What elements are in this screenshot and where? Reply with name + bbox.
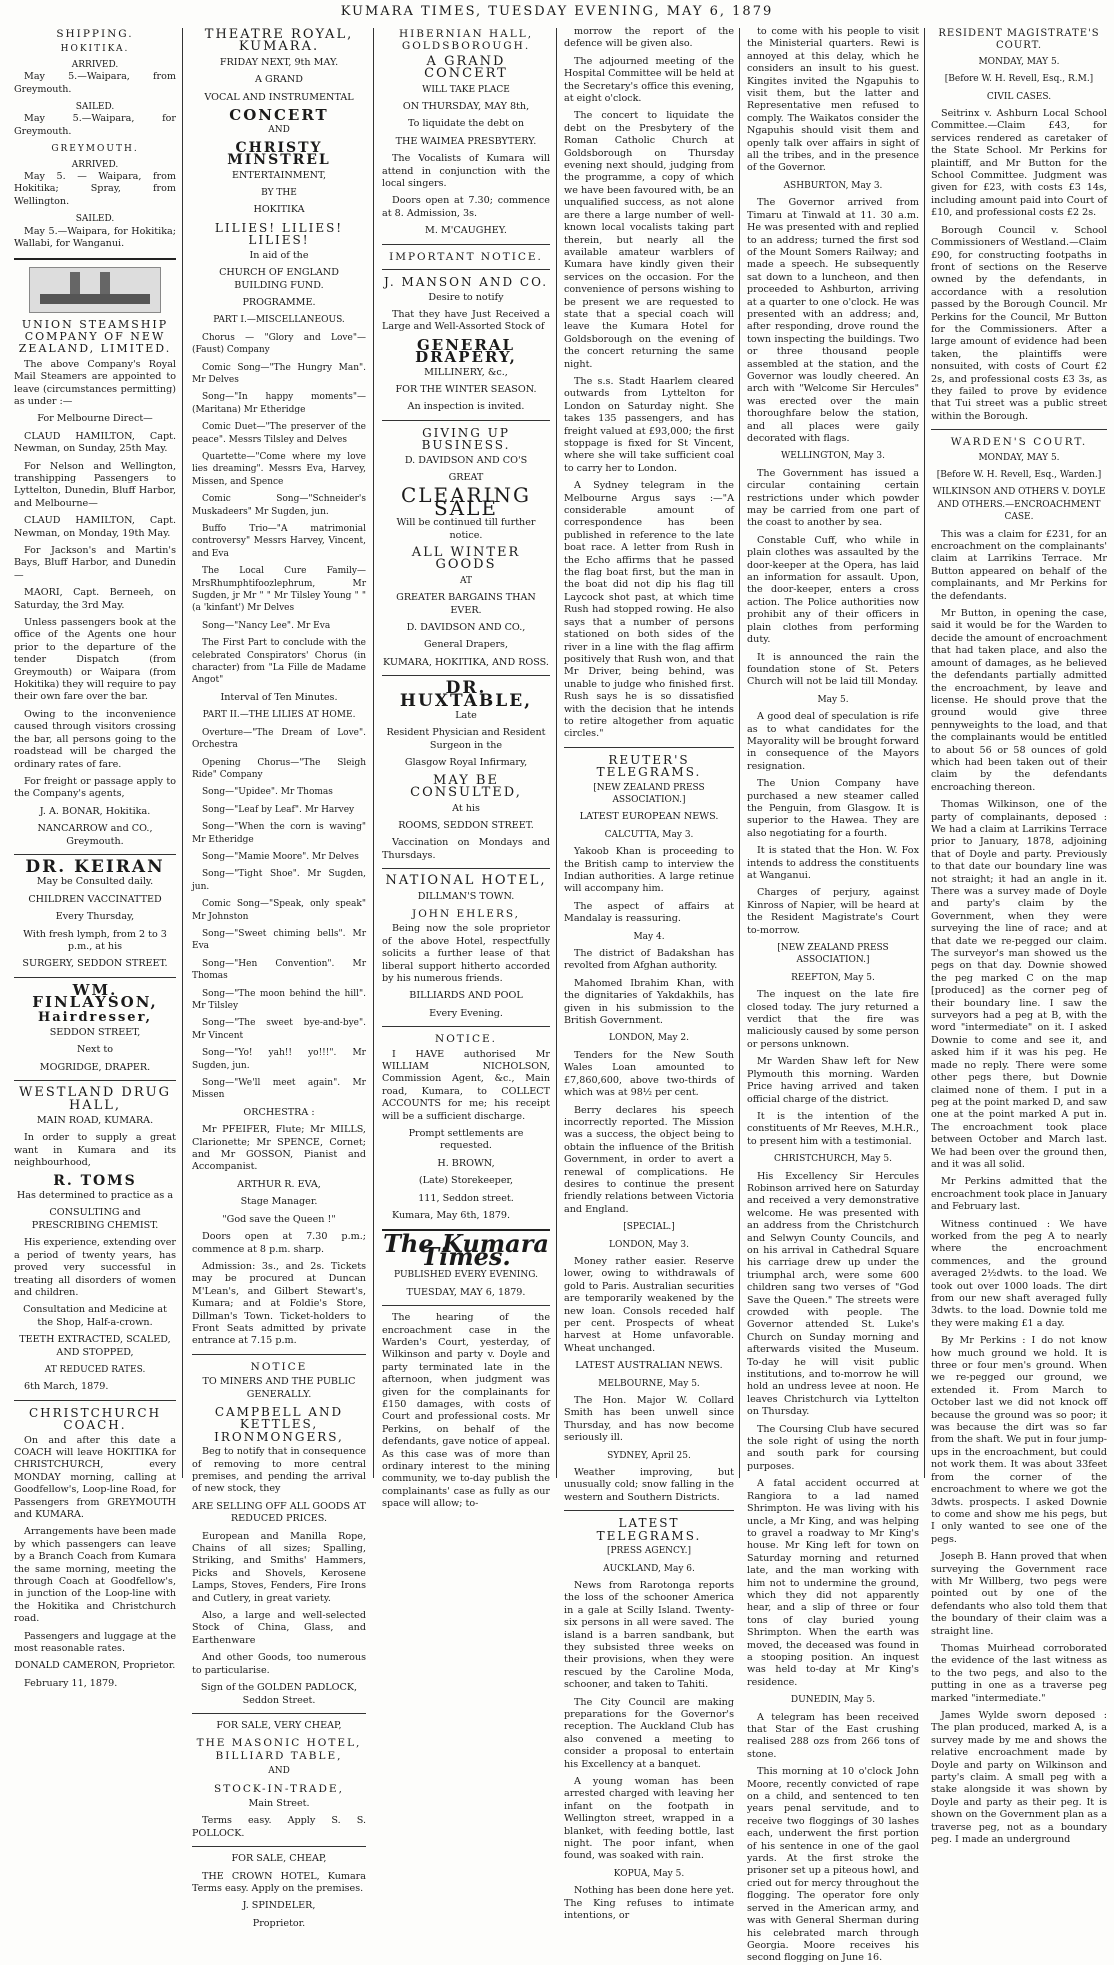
- court-text: By Mr Perkins : I do not know how much ground we hold. It is three or four men's ground. When we re-pegged our ground, we extended it. From March to October last we did not knock off because the ground was so poor; it was because the dirt was so far from the shaft. We put in four jump-ups in the encroachment, but could not work them. It was about 33feet from the corner of the encroachment to where we got the 3dwts. prospects. I asked Downie to come and show me his pegs, but I only wanted to see one of the pegs.: [931, 1335, 1107, 1545]
- court-text: Joseph B. Hann proved that when surveying the Government race with Mr Willberg, two pegs were pointed out by one of the defendants who also told them that the boundary of their claim was a straight line.: [931, 1551, 1107, 1637]
- section-heading: CIVIL CASES.: [986, 91, 1052, 102]
- programme-item: Comic Duet—"The preserver of the peace". Messrs Tilsley and Delves: [192, 422, 366, 445]
- wardens-court-heading: WARDEN'S COURT.: [950, 436, 1088, 449]
- union-steamship-title: UNION STEAMSHIP COMPANY OF NEW ZEALAND, LIMITED.: [18, 317, 172, 356]
- ad-text: ARTHUR R. EVA,: [237, 1178, 321, 1190]
- ad-text: And other Goods, too numerous to particularise.: [192, 1652, 366, 1676]
- dateline: CALCUTTA, May 3.: [604, 829, 694, 840]
- ad-text: Doors open at 7.30; commence at 8. Admission, 3s.: [382, 195, 550, 219]
- ad-text: ARE SELLING OFF ALL GOODS AT REDUCED PRICES.: [192, 1500, 366, 1525]
- ad-text: CLAUD HAMILTON, Capt. Newman, on Monday, 19th May.: [14, 515, 176, 539]
- ad-text: Interval of Ten Minutes.: [220, 691, 338, 703]
- column-1: [14, 26, 177, 1689]
- court-officer: [Before W. H. Revell, Esq., R.M.]: [944, 74, 1094, 85]
- part-heading: PART I.—MISCELLANEOUS.: [213, 315, 345, 326]
- ad-text: FOR THE WINTER SEASON.: [395, 383, 537, 395]
- dateline: ASHBURTON, May 3.: [783, 180, 883, 191]
- huxtable-title: DR. HUXTABLE,: [399, 678, 533, 711]
- giving-up-business-title: GIVING UP BUSINESS.: [421, 425, 511, 453]
- programme-item: Song—"Tight Shoe". Mr Sugden, jun.: [192, 869, 366, 892]
- part-heading: PART II.—THE LILIES AT HOME.: [202, 710, 356, 721]
- ad-text: D. DAVIDSON AND CO'S: [404, 454, 528, 466]
- theatre-royal-title: THEATRE ROYAL, KUMARA.: [204, 27, 354, 55]
- news-text: The Union Company have purchased a new steamer called the Penguin, from Glasgow. It is superior to the Hawea. They are also negotiating for a fourth.: [747, 778, 919, 839]
- court-text: Mr Perkins admitted that the encroachment took place in January and February last.: [931, 1176, 1107, 1213]
- ad-text: DILLMAN'S TOWN.: [417, 890, 515, 902]
- dateline: WELLINGTON, May 3.: [781, 451, 885, 462]
- programme-item: Song—"Yo! yah!! yo!!!". Mr Sugden, jun.: [192, 1048, 366, 1071]
- dateline: CHRISTCHURCH, May 5.: [774, 1154, 892, 1165]
- dateline: LONDON, May 3.: [609, 1239, 689, 1250]
- ad-text: Next to: [76, 1044, 114, 1056]
- programme-item: Comic Song—"Speak, only speak" Mr Johnston: [192, 899, 366, 922]
- ad-text: With fresh lymph, from 2 to 3 p.m., at his: [23, 928, 167, 952]
- ad-text: February 11, 1879.: [24, 1677, 118, 1689]
- ad-text: Unless passengers book at the office of the Agents one hour prior to the departure of the tender Dispatch (from Greymouth) or Waipara (from Hokitika) they will require to pay their own fare over the bar.: [14, 617, 176, 703]
- news-text: Charges of perjury, against Kinross of Napier, will be heard at the Resident Magistrate's Court to-morrow.: [747, 887, 919, 936]
- rm-court-heading: RESIDENT MAGISTRATE'S COURT.: [938, 28, 1100, 52]
- court-text: Mr Button, in opening the case, said it would be for the Warden to decide the amount of encroachment that had taken place, and also the amount of damages, as he believed the defendants partially admitted the encroachment, by leave and license. He should prove that the ground would give three pennyweights to the load, and that the complainants would be entitled to about 56 or 58 ounces of gold which had been taken out of their claim by the defendants encroaching thereon.: [931, 608, 1107, 793]
- ad-text: Proprietor.: [252, 1917, 306, 1929]
- ad-text: Has determined to practice as a: [16, 1190, 174, 1202]
- ad-text: Will be continued till further notice.: [396, 517, 536, 541]
- court-text: This was a claim for £231, for an encroachment on the complainants' claim at Larrikins Terrace. Mr Button appeared on behalf of the complainants, and Mr Perkins for the defendants.: [931, 528, 1107, 602]
- ad-text: AT REDUCED RATES.: [44, 1364, 146, 1375]
- ad-text: J. A. BONAR, Hokitika.: [39, 805, 151, 817]
- programme-item: The First Part to conclude with the celebrated Conspirators' Chorus (in character) from "La Fille de Madame Angot": [192, 638, 366, 686]
- ad-text: R. TOMS: [53, 1172, 137, 1189]
- dateline: May 5.: [817, 694, 849, 705]
- ad-text: Every Thursday,: [55, 911, 135, 923]
- dateline: KOPUA, May 5.: [613, 1868, 685, 1879]
- ad-text: Main Street.: [248, 1797, 310, 1809]
- ad-text: M. M'CAUGHEY.: [425, 225, 507, 237]
- ad-text: Doors open at 7.30 p.m.; commence at 8 p.m. sharp.: [192, 1231, 366, 1255]
- ad-text: HOKITIKA: [253, 204, 305, 216]
- press-association-note: [NEW ZEALAND PRESS ASSOCIATION.]: [777, 943, 889, 966]
- news-text: Yakoob Khan is proceeding to the British camp to interview the Indian authorities. A large retinue will accompany him.: [564, 846, 734, 895]
- news-text: This morning at 10 o'clock John Moore, recently convicted of rape on a child, and sentenced to ten years penal servitude, and to receive two floggings of 30 lashes each, underwent the first portion of his sentence in one of the gaol yards. At the first stroke the prisoner set up a piteous howl, and cried out for mercy throughout the flogging. The operator fore only served in the American army, and was with General Sherman during his celebrated march through Georgia. Moore receives his second flogging on June 16.: [747, 1766, 919, 1964]
- news-text: Berry declares his speech incorrectly reported. The Mission was a success, the object being to obtain the influence of the British Government, in order to avert a renewal of complications. He desires to continue the present friendly relations between Victoria and England.: [564, 1104, 734, 1215]
- column-4: [564, 26, 734, 1922]
- press-agency-note: [PRESS AGENCY.]: [606, 1546, 692, 1557]
- ad-text: At his: [452, 802, 480, 814]
- ad-text: In aid of the: [249, 249, 309, 261]
- ad-text: CLAUD HAMILTON, Capt. Newman, on Sunday, 25th May.: [14, 430, 176, 455]
- ad-text: That they have Just Received a Large and Well-Assorted Stock of: [382, 308, 550, 333]
- news-text: The Governor arrived from Timaru at Tinwald at 11. 30 a.m. He was presented with and replied to an address; turned the first sod of the Mount Somers Railway; and made a speech. He subsequently sat down to a luncheon, and then proceeded to Ashburton, arriving at a quarter to one o'clock. He was presented with an address; and, after responding, drove round the town inspecting the buildings. Two or three thousand people assembled at the station, and the Governor was loudly cheered. An arch with "Welcome Sir Hercules" was erected over the main thoroughfare below the station, and all places were gaily decorated with flags.: [747, 197, 919, 444]
- grand-concert-title: A GRAND CONCERT: [424, 53, 508, 82]
- programme-item: Song—"The moon behind the hill". Mr Tilsley: [192, 988, 366, 1011]
- news-text: A Sydney telegram in the Melbourne Argus says :—"A considerable amount of correspondence has been published in reference to the late boat race. A letter from Rush in the Echo affirms that he passed the flag boat first, but the man in the boat did not dip his flag till Laycock shot past, at which time Rush had stopped rowing. He also says that a number of persons stationed on both sides of the river in a line with the flag affirm positively that Rush won, and that Mr Driver, being behind, was unable to judge who finished first. Rush says he is so dissatisfied with the decision that he intends to retire altogether from aquatic circles.": [564, 480, 734, 740]
- programme-item: The Local Cure Family— MrsRhumphtifoozlephrum, Mr Sugden, jr Mr " " Mr Tilsley Young " " (a 'kinfant') Mr Delves: [192, 566, 366, 614]
- ad-text: CHRISTY MINSTREL: [227, 139, 331, 169]
- ad-text: MAORI, Capt. Berneeh, on Saturday, the 3rd May.: [14, 587, 176, 611]
- notice-heading: NOTICE: [250, 1360, 308, 1373]
- ad-text: TEETH EXTRACTED, SCALED, AND STOPPED,: [19, 1334, 171, 1358]
- ad-text: CONCERT: [229, 106, 329, 125]
- column-rule: [739, 28, 740, 1478]
- programme-heading: PROGRAMME.: [242, 296, 316, 308]
- dateline: MONDAY, MAY 5.: [978, 452, 1060, 463]
- ad-text: Hairdresser,: [37, 1009, 153, 1025]
- ad-text: 111, Seddon street.: [418, 1192, 514, 1204]
- news-text: A young woman has been arrested charged with leaving her infant on the footpath in Wellington street, wrapped in a blanket, with feeding bottle, last night. The poor infant, when found, was soaked with rain.: [564, 1776, 734, 1862]
- ad-text: FRIDAY NEXT, 9th MAY.: [219, 56, 339, 68]
- latest-telegrams-heading: LATEST TELEGRAMS.: [596, 1516, 702, 1543]
- ad-text: D. DAVIDSON AND CO.,: [406, 622, 526, 634]
- ad-text: SEDDON STREET,: [49, 1027, 141, 1038]
- ad-text: H. BROWN,: [437, 1157, 495, 1169]
- ad-text: Consultation and Medicine at the Shop, Half-a-crown.: [23, 1304, 167, 1328]
- ad-text: For Melbourne Direct—: [37, 413, 153, 425]
- ad-text: SURGERY, SEDDON STREET.: [22, 958, 168, 970]
- ad-text: In order to supply a great want in Kumara and its neighbourhood,: [14, 1132, 176, 1169]
- national-hotel-title: NATIONAL HOTEL,: [385, 873, 547, 889]
- masthead: KUMARA TIMES, TUESDAY EVENING, MAY 6, 1879: [340, 4, 774, 19]
- ad-text: Arrangements have been made by which passengers can leave by a Branch Coach from Kumara the same morning, meeting the through Coach at Goodfellow's, in junction of the Loop-line with the Hokitika and Christchurch road.: [14, 1526, 177, 1625]
- press-association-note: [NEW ZEALAND PRESS ASSOCIATION.]: [593, 782, 705, 805]
- news-text: The district of Badakshan has revolted from Afghan authority.: [564, 948, 734, 972]
- ad-text: To liquidate the debt on: [407, 118, 525, 130]
- court-text: James Wylde sworn deposed : The plan produced, marked A, is a survey made by me and shows the relative encroachment made by Doyle and party on Wilkinson and party's claim. A small peg with a stake alongside it was shown by Doyle and party as their peg. It is shown on the Government plan as a traverse peg, not as a boundary peg. I made an underground: [931, 1710, 1107, 1846]
- column-3: [382, 26, 550, 1510]
- ad-text: ENTERTAINMENT,: [231, 169, 327, 181]
- ad-text: Mr PFEIFER, Flute; Mr MILLS, Clarionette; Mr SPENCE, Cornet; and Mr GOSSON, Pianist and Accompanist.: [192, 1124, 366, 1173]
- ad-text: GREATER BARGAINS THAN EVER.: [396, 592, 536, 616]
- court-text: Witness continued : We have worked from the peg A to nearly where the encroachment commences, and the ground averaged 2½dwts. to the load. We took out over 1000 loads. The dirt from our new shaft averaged fully 3dwts. to the load. Downie told me they were making £1 a day.: [931, 1218, 1107, 1329]
- news-text: Tenders for the New South Wales Loan amounted to £7,860,600, above two-thirds of which was at 98½ per cent.: [564, 1049, 734, 1099]
- news-text: The s.s. Stadt Haarlem cleared outwards from Lyttelton for London on Saturday night. She takes 135 passengers, and has freight valued at £93,000; the first stoppage is fixed for St Vincent, where she will take sufficient coal to carry her to London.: [564, 375, 734, 474]
- ad-text: THE CROWN HOTEL, Kumara Terms easy. Apply on the premises.: [192, 1870, 366, 1894]
- ad-text: For Jackson's and Martin's Bays, Bluff Harbor, and Dunedin—: [14, 545, 176, 581]
- coach-title: CHRISTCHURCH COACH.: [28, 1405, 162, 1433]
- section-heading: LATEST AUSTRALIAN NEWS.: [575, 1360, 723, 1372]
- greymouth-heading: GREYMOUTH.: [51, 144, 139, 155]
- court-text: Borough Council v. School Commissioners of Westland.—Claim £90, for constructing footpaths in front of sections on the Reserve owned by the defendants, in accordance with a resolution passed by the Borough Council. Mr Perkins for the Council, Mr Button for the Commissioners. After a large amount of evidence had been taken, the plaintiffs were nonsuited, with costs of Court £2 2s, and professional costs £3 3s, as they failed to prove by evidence that Tui street was a public street within the Borough.: [931, 224, 1107, 422]
- shipping-entry: May 5.—Waipara, for Hokitika; Wallabi, for Wanganui.: [14, 225, 176, 250]
- column-rule: [924, 28, 925, 1478]
- dateline: MELBOURNE, May 5.: [598, 1378, 700, 1389]
- ad-text: A GRAND: [255, 74, 303, 86]
- ad-text: DONALD CAMERON, Proprietor.: [14, 1660, 176, 1672]
- ad-text: BILLIARDS AND POOL: [409, 990, 523, 1002]
- hokitika-heading: HOKITIKA.: [60, 44, 130, 55]
- news-text: It is the intention of the constituents of Mr Reeves, M.H.R., to present him with a testimonial.: [747, 1110, 919, 1147]
- ad-text: CONSULTING and PRESCRIBING CHEMIST.: [31, 1207, 159, 1231]
- case-title: WILKINSON AND OTHERS V. DOYLE AND OTHERS.—ENCROACHMENT CASE.: [932, 487, 1106, 523]
- column-5: [747, 26, 919, 1964]
- news-text: It is stated that the Hon. W. Fox intends to address the constituents at Wanganui.: [747, 845, 919, 881]
- news-text: morrow the report of the defence will be given also.: [564, 26, 734, 50]
- for-sale-heading: FOR SALE, CHEAP,: [231, 1853, 327, 1865]
- court-text: Thomas Muirhead corroborated the evidence of the last witness as to the two pegs, and also to the putting in one as a traverse peg marked "intermediate.": [931, 1642, 1107, 1704]
- court-officer: [Before W. H. Revell, Esq., Warden.]: [936, 470, 1102, 480]
- news-text: The Hon. Major W. Collard Smith has been unwell since Thursday, and has now become seriously ill.: [564, 1395, 734, 1444]
- programme-item: Song—"Upidee". Mr Thomas: [202, 787, 333, 798]
- programme-item: Buffo Trio—"A matrimonial controversy" Messrs Harvey, Vincent, and Eva: [192, 524, 366, 559]
- column-rule: [373, 28, 374, 1478]
- ad-text: Desire to notify: [428, 291, 504, 303]
- ad-text: MILLINERY, &c.,: [424, 366, 508, 378]
- ad-text: Kumara, May 6th, 1879.: [392, 1210, 511, 1222]
- ad-text: Also, a large and well-selected Stock of China, Glass, and Earthenware: [192, 1610, 366, 1646]
- news-text: to come with his people to visit the Ministerial quarters. Rewi is annoyed at this delay, which he considers an insult to his guest. Kingites invited the Ngapuhis to visit them, but the latter and Representative men refused to comply. The Waikatos consider the Ngapuhis should visit them and openly talk over affairs in sight of all the tribes, and in the presence of the Governor.: [747, 26, 919, 174]
- ad-text: Resident Physician and Resident Surgeon in the: [386, 727, 546, 751]
- shipping-heading: SHIPPING.: [56, 28, 134, 40]
- editorial-text: The hearing of the encroachment case in the Warden's Court, yesterday, of Wilkinson and party v. Doyle and party terminated late in the afternoon, when judgment was given for the complainants for £150 damages, with costs of Court and professional costs. Mr Perkins, on behalf of the defendants, gave notice of appeal. As this case was of more than ordinary interest to the mining community, we to-day publish the complainants' case as fully as our space will allow; to-: [382, 1312, 550, 1510]
- ad-text: JOHN EHLERS,: [411, 907, 521, 920]
- arrived-label: ARRIVED.: [71, 159, 119, 170]
- shipping-entry: May 5. — Waipara, from Hokitika; Spray, from Wellington.: [14, 171, 176, 207]
- ad-text: GENERAL DRAPERY,: [415, 335, 517, 367]
- programme-item: Song—"Nancy Lee". Mr Eva: [202, 620, 331, 631]
- news-text: Constable Cuff, who while in plain clothes was assaulted by the door-keeper at the Opera, has laid an information for assault. Upon, the door-keeper, enters a cross action. The Police authorities now prohibit any of their officers in plain clothes from performing duty.: [747, 534, 919, 646]
- campbell-kettles-title: CAMPBELL AND KETTLES, IRONMONGERS,: [214, 1404, 344, 1444]
- news-text: A telegram has been received that Star of the East crushing realised 288 ozs from 266 tons of stone.: [747, 1711, 919, 1760]
- ad-text: For Nelson and Wellington, transhipping Passengers to Lyttelton, Dunedin, Bluff Harbor, and Melbourne—: [14, 460, 176, 509]
- dateline: MONDAY, MAY 5.: [978, 56, 1060, 67]
- finlayson-title: WM. FINLAYSON,: [32, 980, 158, 1012]
- special-note: [SPECIAL.]: [623, 1222, 675, 1233]
- dateline: May 4.: [633, 931, 665, 942]
- ad-text: MAY BE CONSULTED,: [410, 772, 522, 801]
- ad-text: ROOMS, SEDDON STREET.: [398, 819, 534, 831]
- ad-text: Beg to notify that in consequence of removing to more central premises, and pending the arrival of new stock, they: [192, 1446, 366, 1495]
- news-text: Nothing has been done here yet. The King refuses to intimate intentions, or: [564, 1885, 734, 1922]
- section-heading: LATEST EUROPEAN NEWS.: [579, 811, 719, 823]
- ad-text: ALL WINTER GOODS: [411, 545, 521, 573]
- ad-text: CHILDREN VACCINATTED: [28, 893, 162, 905]
- ad-text: J. SPINDELER,: [242, 1900, 316, 1912]
- ad-text: "God save the Queen !": [222, 1213, 336, 1225]
- column-2: [192, 26, 366, 1929]
- steamship-illustration: [29, 267, 161, 313]
- programme-item: Song—"Hen Convention". Mr Thomas: [192, 958, 366, 982]
- ad-text: (Late) Storekeeper,: [418, 1175, 514, 1187]
- news-text: The City Council are making preparations for the Governor's reception. The Auckland Club has also convened a meeting to consider a proposal to entertain his Excellency at a banquet.: [564, 1696, 734, 1770]
- news-text: The aspect of affairs at Mandalay is reassuring.: [564, 900, 734, 925]
- ad-text: Glasgow Royal Infirmary,: [404, 757, 528, 769]
- important-notice-heading: IMPORTANT NOTICE.: [389, 250, 543, 263]
- ad-text: The Vocalists of Kumara will attend in conjunction with the local singers.: [382, 153, 550, 190]
- edition-date: TUESDAY, MAY 6, 1879.: [406, 1286, 526, 1298]
- dateline: REEFTON, May 5.: [791, 972, 875, 983]
- clearing-sale-title: CLEARING SALE: [400, 483, 532, 520]
- ad-text: Stage Manager.: [240, 1196, 318, 1208]
- ad-text: Being now the sole proprietor of the above Hotel, respectfully solicits a further lease of that liberal support hitherto accorded by his numerous friends.: [382, 923, 550, 984]
- ad-text: May be Consulted daily.: [36, 876, 154, 888]
- programme-item: Song—"The sweet bye-and-bye". Mr Vincent: [192, 1018, 366, 1041]
- notice-heading: NOTICE.: [435, 1033, 497, 1046]
- ad-text: STOCK-IN-TRADE,: [214, 1782, 344, 1795]
- drug-hall-title: WESTLAND DRUG HALL,: [19, 1085, 171, 1113]
- ad-text: GREAT: [448, 471, 484, 483]
- sailed-label: SAILED.: [75, 214, 115, 225]
- ad-text: An inspection is invited.: [407, 401, 525, 413]
- news-text: A good deal of speculation is rife as to what candidates for the Mayorality will be brought forward in consequence of the Mayors resignation.: [747, 711, 919, 772]
- ad-text: For freight or passage apply to the Company's agents,: [14, 775, 176, 800]
- orchestra-heading: ORCHESTRA :: [243, 1106, 315, 1118]
- ad-text: MOGRIDGE, DRAPER.: [39, 1061, 151, 1073]
- dateline: LONDON, May 2.: [609, 1033, 689, 1044]
- court-text: Thomas Wilkinson, one of the party of complainants, deposed : We had a claim at Larrikins Terrace prior to January, 1878, adjoining that of Doyle and party. Previously to that date our boundary line was not straight; it had an angle in it. There was a survey made of Doyle and party's claim by the Government, when they were surveying the line of race; and at that date we re-pegged our claim. The surveyor's man showed us the pegs on that day. Downie showed the peg marked C on the map [produced] as the corner peg of their boundary line. I saw the surveyors had a peg at B, with the word "intermediate" on it. I asked Downie to come and see it, and asked him if it was his peg. He made no reply. There were some other pegs there, but Downie claimed none of them. I put in a peg at the point marked D, and saw one at the point marked A put in. The encroachment took place between October and March last. We had been over the ground then, and it was all solid.: [931, 799, 1107, 1170]
- programme-item: Song—"In happy moments"—(Maritana) Mr Etheridge: [192, 392, 366, 415]
- sailed-label: SAILED.: [75, 102, 115, 113]
- news-text: The Government has issued a circular containing certain restrictions under which powder may be carried from one part of the coast to another by sea.: [747, 467, 919, 529]
- ad-text: AND: [268, 1766, 290, 1777]
- ad-text: On and after this date a COACH will leave HOKITIKA for CHRISTCHURCH, every MONDAY morning, calling at Goodfellow's, Loop-line Road, for Passengers from GREYMOUTH and KUMARA.: [14, 1434, 176, 1520]
- ad-text: Owing to the inconvenience caused through visitors crossing the bar, all persons going to the roadstead will be charged the ordinary rates of fare.: [14, 708, 176, 770]
- news-text: The inquest on the late fire closed today. The jury returned a verdict that the fire was maliciously caused by some person or persons unknown.: [747, 989, 919, 1050]
- ad-text: TO MINERS AND THE PUBLIC GENERALLY.: [202, 1376, 356, 1400]
- reuters-heading: REUTER'S TELEGRAMS.: [596, 752, 702, 780]
- ad-text: Vaccination on Mondays and Thursdays.: [382, 837, 550, 861]
- news-text: His Excellency Sir Hercules Robinson arrived here on Saturday and received a very demonstrative welcome. He was presented with an address from the Christchurch and Selwyn County Councils, and on his arrival in Cathedral Square his carriage drew up under the triumphal arch, were some 600 children sang two verses of "God Save the Queen." The streets were crowded with people. The Governor attended St. Luke's Church on Sunday morning and afterwards visited the Museum. To-day he will visit public institutions, and to-morrow he will hold an undress levee at noon. He leaves Christchurch via Lyttelton on Thursday.: [747, 1170, 919, 1418]
- keiran-title: DR. KEIRAN: [25, 856, 165, 877]
- programme-item: Song—"Sweet chiming bells". Mr Eva: [192, 928, 366, 952]
- ad-text: 6th March, 1879.: [24, 1381, 109, 1393]
- programme-item: Chorus — "Glory and Love"—(Faust) Company: [192, 332, 366, 356]
- ad-text: KUMARA, HOKITIKA, AND ROSS.: [383, 656, 549, 668]
- ad-text: Sign of the GOLDEN PADLOCK, Seddon Street.: [200, 1682, 358, 1706]
- programme-item: Song—"Mamie Moore". Mr Delves: [202, 851, 359, 862]
- ad-text: Terms easy. Apply S. S. POLLOCK.: [192, 1815, 366, 1839]
- news-text: A fatal accident occurred at Rangiora to a lad named Shrimpton. He was living with his uncle, a Mr King, and was helping to gravel a roadway to Mr King's house. Mr King left for town on Saturday morning and returned late, and the man working with him not to undermine the ground, which they did not apparently hear, and a slip of three or four tons of clay buried young Shrimpton. When the earth was moved, the deceased was found in a stooping position. An inquest was held to-day at Mr King's residence.: [747, 1478, 919, 1688]
- ad-text: WILL TAKE PLACE: [422, 84, 510, 95]
- news-text: Weather improving, but unusually cold; snow falling in the western and Southern Districts.: [564, 1467, 734, 1503]
- masonic-hotel-title: THE MASONIC HOTEL, BILLIARD TABLE,: [196, 1737, 362, 1762]
- ad-text: General Drapers,: [424, 639, 508, 651]
- programme-item: Comic Song—"The Hungry Man". Mr Delves: [192, 362, 366, 385]
- programme-item: Song—"We'll meet again". Mr Missen: [192, 1078, 366, 1101]
- ad-text: European and Manilla Rope, Chains of all sizes; Spalling, Striking, and Smiths' Hammers, Picks and Shovels, Kerosene Lamps, Stoves, Fenders, Fire Irons and Cutlery, in great variety.: [192, 1530, 366, 1604]
- programme-item: Song—"When the corn is waving" Mr Etheridge: [192, 822, 366, 845]
- ad-text: MAIN ROAD, KUMARA.: [36, 1115, 154, 1127]
- programme-item: Overture—"The Dream of Love". Orchestra: [192, 727, 366, 751]
- news-text: Mahomed Ibrahim Khan, with the dignitaries of Yakdakhils, has given in his submission to the British Government.: [564, 977, 734, 1027]
- ad-text: LILIES! LILIES! LILIES!: [214, 220, 344, 248]
- ad-text: NANCARROW and CO., Greymouth.: [37, 823, 153, 847]
- for-sale-heading: FOR SALE, VERY CHEAP,: [216, 1719, 342, 1731]
- shipping-entry: May 5.—Waipara, for Greymouth.: [14, 113, 176, 137]
- column-6: [931, 26, 1107, 1846]
- programme-item: Opening Chorus—"The Sleigh Ride" Company: [192, 757, 366, 780]
- ad-text: BY THE: [261, 188, 297, 199]
- dateline: SYDNEY, April 25.: [607, 1450, 691, 1461]
- manson-title: J. MANSON AND CO.: [383, 275, 549, 290]
- ad-text: VOCAL AND INSTRUMENTAL: [204, 91, 354, 103]
- column-rule: [556, 28, 557, 1478]
- programme-item: Song—"Leaf by Leaf". Mr Harvey: [202, 804, 355, 815]
- news-text: Money rather easier. Reserve lower, owing to withdrawals of gold to Paris. Australian securities are temporarily weakened by the new loan. Consols receded half per cent. Prospects of wheat harvest at Home unfavorable. Wheat unchanged.: [564, 1255, 734, 1354]
- ad-text: Prompt settlements are requested.: [408, 1128, 524, 1152]
- ad-text: Passengers and luggage at the most reasonable rates.: [14, 1630, 176, 1655]
- news-text: The concert to liquidate the debt on the Presbytery of the Roman Catholic Church at Goldsborough on Thursday evening next should, judging from the programme, a copy of which we have been favoured with, be an unqualified success, as not alone are there a large number of well-known local vocalists taking part therein, but nearly all the available amateur warblers of Kumara have kindly given their services on the occasion. For the convenience of persons wishing to be present we are requested to state that a special coach will leave the Kumara Hotel for Goldsborough on the evening of the concert returning the same night.: [564, 110, 734, 370]
- newspaper-title: The Kumara Times.: [383, 1229, 549, 1271]
- news-text: It is announced the rain the foundation stone of St. Peters Church will not be laid till Monday.: [747, 651, 919, 688]
- shipping-entry: May 5.—Waipara, from Greymouth.: [14, 71, 176, 95]
- news-text: News from Rarotonga reports the loss of the schooner America in a gale at Scilly Island. Twenty-six persons in all were saved. The island is a barren sandbank, but they subsisted three weeks on their provisions, when they were rescued by the Caroline Moda, schooner, and taken to Tahiti.: [564, 1579, 734, 1691]
- ad-text: ON THURSDAY, MAY 8th,: [402, 101, 530, 113]
- hibernian-hall-title: HIBERNIAN HALL, GOLDSBOROUGH.: [398, 28, 534, 53]
- arrived-label: ARRIVED.: [71, 59, 119, 70]
- ad-text: I HAVE authorised Mr WILLIAM NICHOLSON, Commission Agent, &c., Main road, Kumara, to COLLECT ACCOUNTS for me; his receipt will be a sufficient discharge.: [382, 1048, 550, 1122]
- court-text: Seitrinx v. Ashburn Local School Committee.—Claim £43, for services rendered as caretaker of the State School. Mr Perkins for plaintiff, and Mr Button for the School Committee. Judgment was given for £23, with costs £3 14s, including amount paid into Court of £10, and professional costs £2 2s.: [931, 108, 1107, 219]
- column-rule: [182, 28, 183, 1478]
- ad-text: AND: [268, 125, 290, 136]
- news-text: The adjourned meeting of the Hospital Committee will be held at the Secretary's office this evening, at eight o'clock.: [564, 55, 734, 105]
- ad-text: His experience, extending over a period of twenty years, has proved very successful in treating all disorders of women and children.: [14, 1237, 176, 1298]
- dateline: AUCKLAND, May 6.: [603, 1563, 695, 1574]
- programme-item: Quartette—"Come where my love lies dreaming". Messrs Eva, Harvey, Missen, and Spence: [192, 451, 366, 487]
- ad-text: Every Evening.: [429, 1007, 503, 1019]
- ad-text: AT: [459, 575, 472, 586]
- news-text: Mr Warden Shaw left for New Plymouth this morning. Warden Price having arrived and taken official charge of the district.: [747, 1056, 919, 1105]
- news-text: The Coursing Club have secured the sole right of using the north and south park for coursing purposes.: [747, 1423, 919, 1472]
- ad-text: THE WAIMEA PRESBYTERY.: [395, 135, 537, 147]
- programme-item: Comic Song—"Schneider's Muskadeers" Mr Sugden, jun.: [192, 494, 366, 517]
- publication-note: PUBLISHED EVERY EVENING.: [394, 1270, 538, 1281]
- ad-text: CHURCH OF ENGLAND BUILDING FUND.: [219, 267, 339, 291]
- ad-text: The above Company's Royal Mail Steamers are appointed to leave (circumstances permitting) as under :—: [14, 358, 176, 407]
- ad-text: Late: [455, 710, 477, 722]
- dateline: DUNEDIN, May 5.: [790, 1695, 876, 1706]
- ad-text: Admission: 3s., and 2s. Tickets may be procured at Duncan M'Lean's, and Gilbert Stewart's, Kumara; and at Foldie's Store, Dillman's Town. Ticket-holders to Front Seats admitted by private entrance at 7.15 p.m.: [192, 1260, 366, 1347]
